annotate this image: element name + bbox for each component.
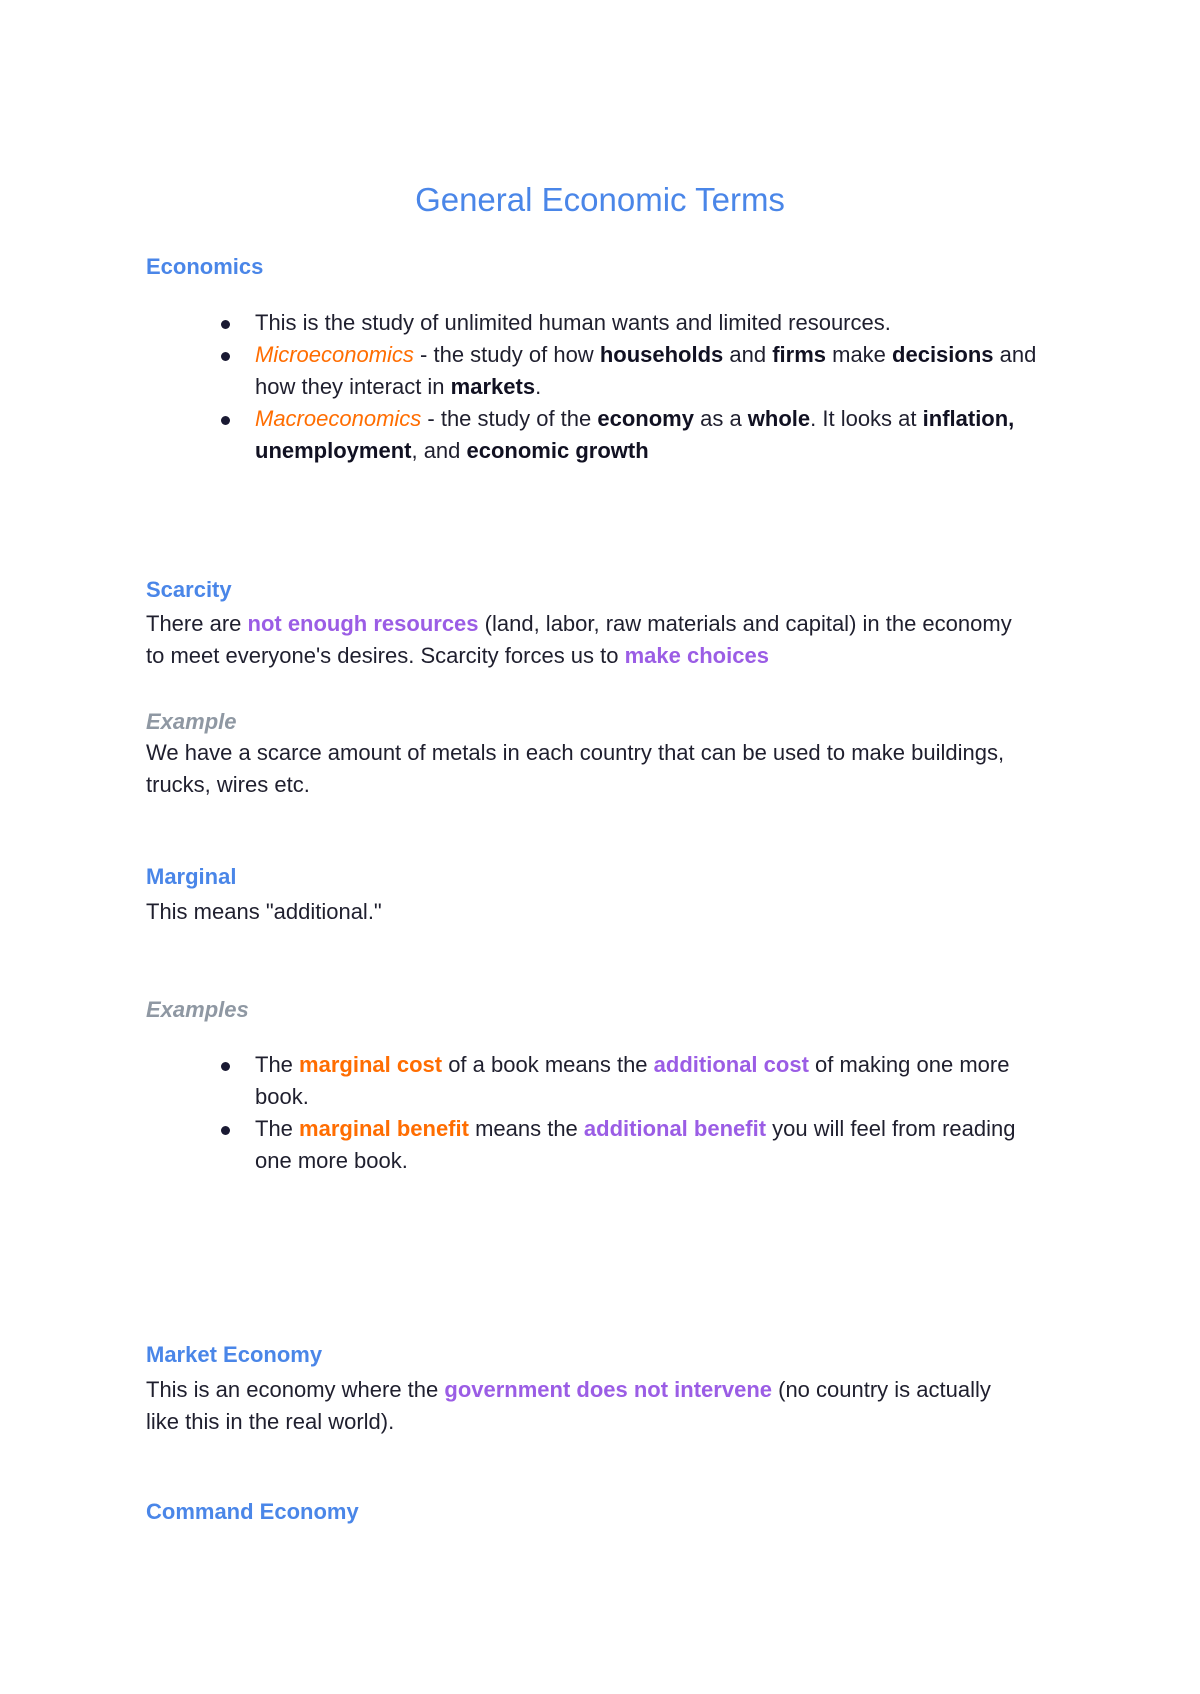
economics-heading: Economics xyxy=(146,254,264,279)
bullet-icon xyxy=(221,416,230,425)
text-span: The xyxy=(255,1052,300,1077)
highlight-not-enough-resources: not enough resources xyxy=(247,611,479,636)
bullet-icon xyxy=(221,1062,230,1071)
bold-firms: firms xyxy=(772,342,826,367)
bullet-icon xyxy=(221,320,230,329)
bold-decisions: decisions xyxy=(892,342,994,367)
bullet-icon xyxy=(221,1126,230,1135)
document-title: General Economic Terms xyxy=(415,181,785,218)
text-span: of a book means the xyxy=(442,1052,654,1077)
text-span: means the xyxy=(468,1116,584,1141)
text-span: make xyxy=(826,342,893,367)
highlight-additional-benefit: additional benefit xyxy=(583,1116,767,1141)
list-item xyxy=(146,1113,1046,1177)
text-span: . It looks at xyxy=(810,406,923,431)
list-item xyxy=(146,307,1046,339)
term-microeconomics: Microeconomics xyxy=(255,342,414,367)
text-span: , and xyxy=(411,438,467,463)
text-span: as a xyxy=(693,406,748,431)
list-item xyxy=(146,339,1046,403)
text-span: and xyxy=(723,342,773,367)
highlight-make-choices: make choices xyxy=(624,643,769,668)
text-span: of making one more book. xyxy=(255,1052,1010,1109)
scarcity-example-text: We have a scarce amount of metals in each country that can be used to make buildings, trucks, wires etc. xyxy=(146,740,1005,797)
term-macroeconomics: Macroeconomics xyxy=(255,406,422,431)
text-span: The xyxy=(255,1116,300,1141)
text-span: and how they interact in xyxy=(255,342,1037,399)
marginal-heading: Marginal xyxy=(146,864,237,889)
list-item xyxy=(146,1049,1046,1113)
bold-whole: whole xyxy=(747,406,811,431)
marginal-examples-label: Examples xyxy=(146,997,249,1022)
text-span: . xyxy=(535,374,542,399)
marginal-definition: This means "additional." xyxy=(146,899,382,924)
text-span: you will feel from reading one more book. xyxy=(255,1116,1016,1173)
bold-households: households xyxy=(599,342,724,367)
market-economy-heading: Market Economy xyxy=(146,1342,323,1367)
bold-markets: markets xyxy=(450,374,536,399)
list-item xyxy=(146,403,1046,467)
text-span: There are xyxy=(146,611,248,636)
text-span: - the study of how xyxy=(413,342,600,367)
market-economy-definition xyxy=(146,1374,1026,1438)
text-span: (land, labor, raw materials and capital) in the economy to meet everyone's desires. Scarcity forces us to xyxy=(146,611,1012,668)
economics-list xyxy=(146,307,1046,467)
scarcity-definition xyxy=(146,608,1026,672)
economics-definition: This is the study of unlimited human wants and limited resources. xyxy=(255,310,891,335)
text-span: (no country is actually like this in the real world). xyxy=(146,1377,991,1434)
bold-economic-growth: economic growth xyxy=(466,438,649,463)
scarcity-heading: Scarcity xyxy=(146,577,232,602)
bold-inflation-unemployment: inflation, unemployment xyxy=(255,406,1015,463)
bold-economy: economy xyxy=(597,406,694,431)
text-span: This is an economy where the xyxy=(146,1377,445,1402)
term-marginal-cost: marginal cost xyxy=(299,1052,443,1077)
scarcity-example-label: Example xyxy=(146,709,237,734)
command-economy-heading: Command Economy xyxy=(146,1499,359,1524)
term-marginal-benefit: marginal benefit xyxy=(299,1116,469,1141)
text-span: - the study of the xyxy=(421,406,598,431)
marginal-examples-list xyxy=(146,1049,1046,1177)
highlight-additional-cost: additional cost xyxy=(653,1052,809,1077)
highlight-government-does-not-intervene: government does not intervene xyxy=(444,1377,772,1402)
bullet-icon xyxy=(221,352,230,361)
